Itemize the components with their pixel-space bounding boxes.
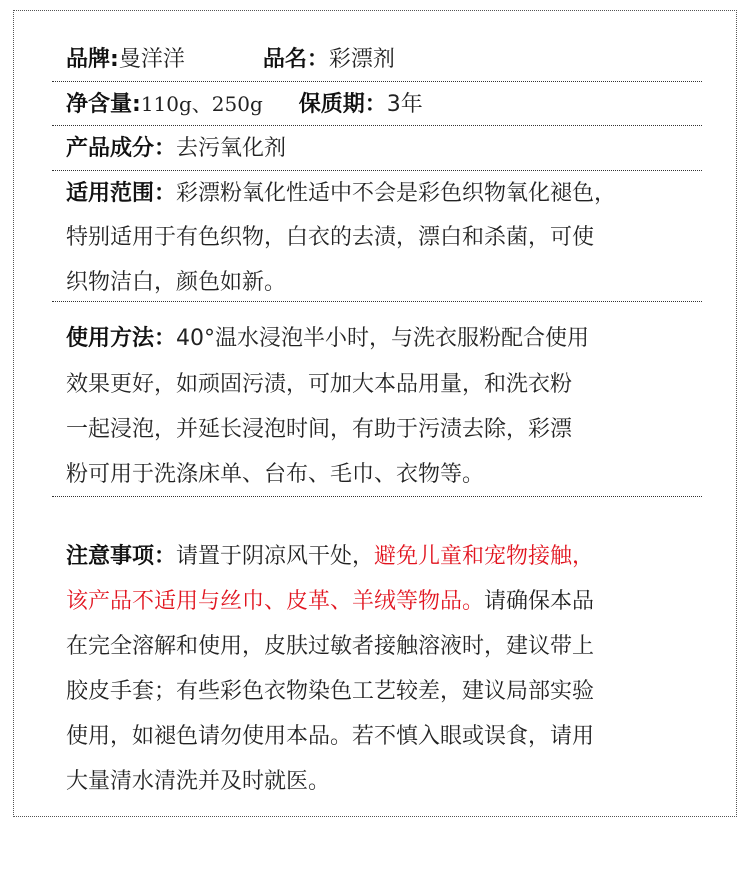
brand-label: 品牌: — [66, 47, 119, 72]
scope-line-2: 特别适用于有色织物，白衣的去渍，漂白和杀菌，可使 — [66, 225, 595, 250]
divider — [52, 496, 702, 497]
ingredients-value: 去污氧化剂 — [176, 136, 287, 161]
scope-line-1 — [66, 172, 702, 216]
usage-line-3: 一起浸泡，并延长浸泡时间，有助于污渍去除，彩漂 — [66, 417, 573, 442]
divider — [52, 125, 702, 126]
notes-text-plain-2: 请确保本品 — [484, 589, 595, 614]
usage-line-1 — [66, 317, 702, 361]
notes-line-5: 使用，如褪色请勿使用本品。若不慎入眼或误食，请用 — [66, 724, 595, 749]
notes-warning-text: 避免儿童和宠物接触， — [374, 544, 595, 569]
net-content-label: 净含量: — [66, 92, 141, 117]
notes-line-3: 在完全溶解和使用，皮肤过敏者接触溶液时，建议带上 — [66, 634, 595, 659]
notes-warning-text-2: 该产品不适用与丝巾、皮革、羊绒等物品。 — [66, 589, 485, 614]
net-content-value: 110g、250g — [140, 92, 263, 116]
net-content-row — [66, 82, 702, 127]
scope-label: 适用范围： — [66, 181, 177, 206]
notes-label: 注意事项： — [66, 544, 177, 569]
notes-text-plain: 请置于阴凉风干处， — [176, 544, 375, 569]
ingredients-label: 产品成分： — [66, 136, 177, 161]
brand-value: 曼洋洋 — [118, 47, 185, 72]
product-name-label: 品名： — [262, 47, 329, 72]
notes-line-4: 胶皮手套；有些彩色衣物染色工艺较差，建议局部实验 — [66, 679, 595, 704]
scope-line-3: 织物洁白，颜色如新。 — [66, 270, 287, 295]
brand-row — [66, 38, 702, 82]
notes-line-1 — [66, 535, 702, 579]
scope-text: 彩漂粉氧化性适中不会是彩色织物氧化褪色， — [176, 181, 617, 206]
usage-line-2: 效果更好，如顽固污渍，可加大本品用量，和洗衣粉 — [66, 372, 573, 397]
usage-label: 使用方法： — [66, 326, 177, 351]
product-name-value: 彩漂剂 — [328, 47, 395, 72]
ingredients-row — [66, 127, 702, 171]
divider — [52, 301, 702, 302]
usage-text: 40°温水浸泡半小时，与洗衣服粉配合使用 — [176, 326, 590, 351]
divider — [52, 170, 702, 171]
usage-line-4: 粉可用于洗涤床单、台布、毛巾、衣物等。 — [66, 462, 485, 487]
notes-line-2 — [66, 580, 702, 624]
notes-line-6: 大量清水清洗并及时就医。 — [66, 769, 331, 794]
shelf-life-label: 保质期： — [298, 92, 387, 117]
shelf-life-value: 3年 — [386, 92, 423, 117]
